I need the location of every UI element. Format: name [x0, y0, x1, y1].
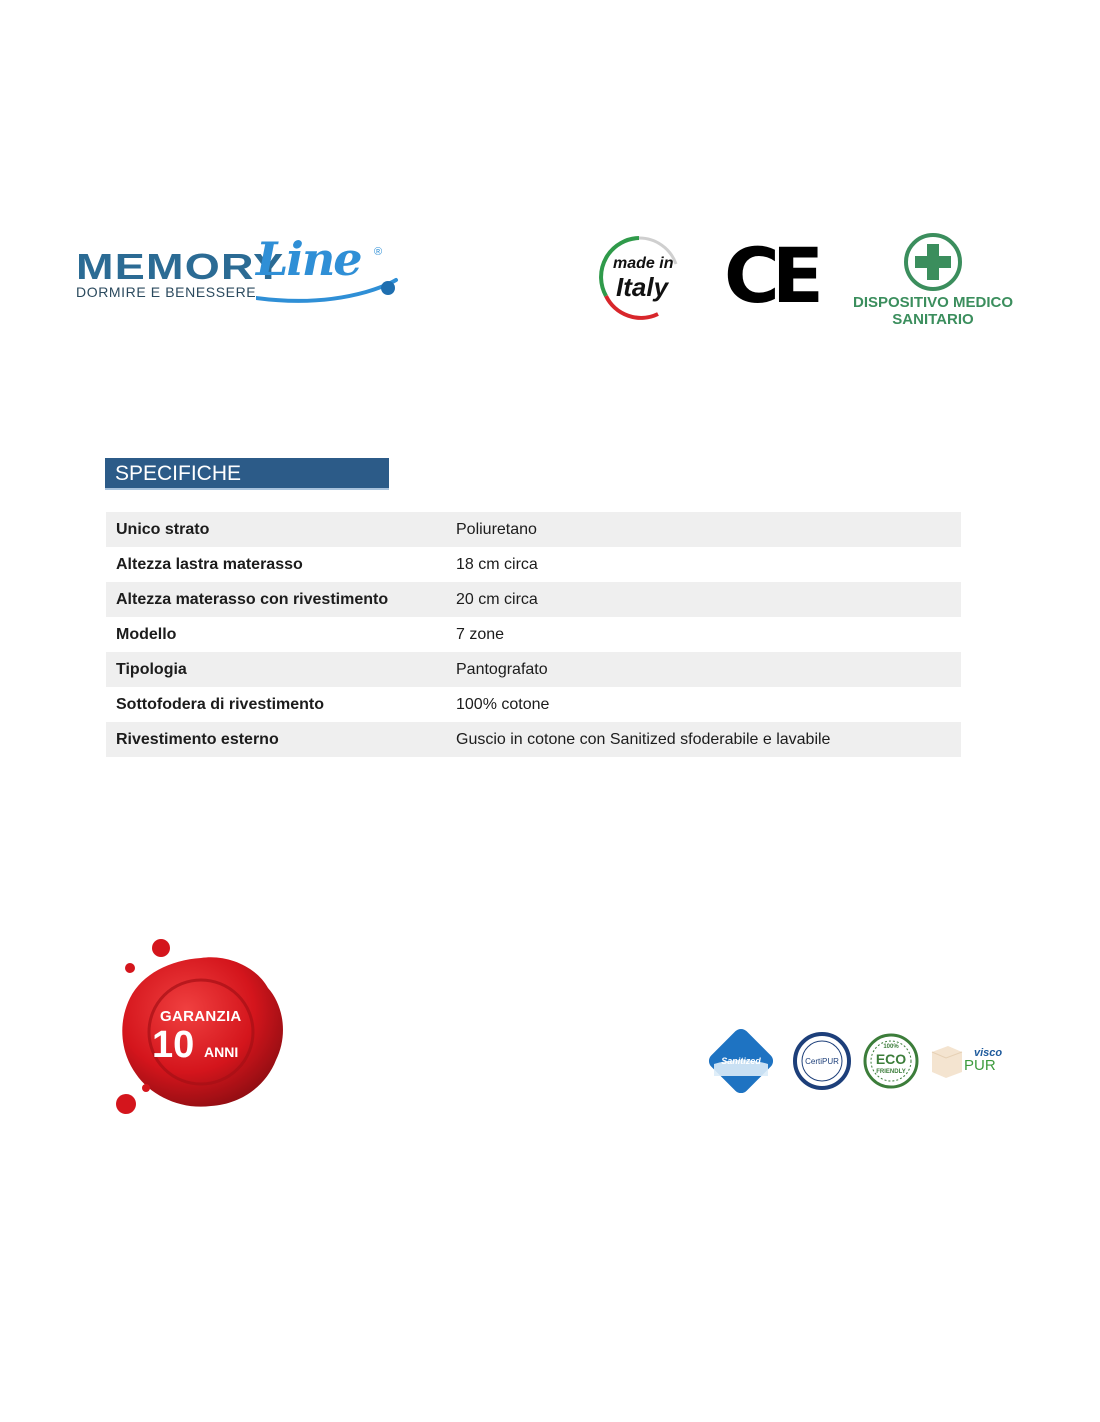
eco-friendly-logo	[865, 1035, 917, 1087]
memoryline-logo	[76, 232, 416, 312]
spec-value: 20 cm circa	[456, 590, 538, 608]
certification-logos	[704, 1026, 1014, 1106]
table-row	[106, 652, 961, 687]
pur-text: PUR	[964, 1057, 996, 1074]
ce-mark-c: C	[724, 231, 780, 320]
table-row	[106, 687, 961, 722]
spec-label: Rivestimento esterno	[116, 730, 279, 748]
brand-tagline: DORMIRE E BENESSERE	[76, 284, 257, 300]
warranty-seal	[106, 936, 296, 1126]
spec-value: Pantografato	[456, 660, 548, 678]
made-in-italy-badge	[596, 234, 682, 320]
spec-value: Guscio in cotone con Sanitized sfoderabile e lavabile	[456, 730, 831, 748]
brand-name-part1: MEMORY	[76, 246, 285, 287]
certification-strip	[704, 1026, 1014, 1106]
ce-mark	[724, 231, 824, 320]
spec-value: 18 cm circa	[456, 555, 538, 573]
friendly-text: FRIENDLY	[876, 1069, 906, 1075]
made-in-text: made in	[613, 255, 674, 272]
warranty-label: GARANZIA	[160, 1008, 242, 1025]
italy-text: Italy	[616, 272, 669, 302]
certipur-logo	[795, 1034, 849, 1088]
eco-percent-text: 100%	[883, 1044, 899, 1050]
spec-label: Sottofodera di rivestimento	[116, 695, 325, 713]
visco-text: visco	[974, 1047, 1003, 1059]
spec-label: Modello	[116, 625, 177, 643]
medical-cross-icon	[902, 232, 964, 294]
italy-ring-icon	[596, 234, 682, 320]
spec-label: Altezza materasso con rivestimento	[116, 590, 389, 608]
spec-label: Tipologia	[116, 660, 187, 678]
ce-mark-e: E	[772, 231, 824, 320]
table-row	[106, 512, 961, 547]
spec-value: 7 zone	[456, 625, 505, 643]
section-title: SPECIFICHE	[105, 458, 389, 490]
sanitized-logo	[706, 1026, 777, 1096]
table-row	[106, 617, 961, 652]
specs-table	[106, 512, 961, 757]
spec-label: Altezza lastra materasso	[116, 555, 303, 573]
certipur-text: CertiPUR	[805, 1057, 839, 1066]
viscopur-logo	[932, 1046, 1002, 1078]
medical-device-line2: SANITARIO	[892, 311, 974, 328]
swoosh-icon	[256, 270, 406, 310]
table-row	[106, 547, 961, 582]
spec-value: Poliuretano	[456, 520, 537, 538]
warranty-unit: ANNI	[204, 1044, 239, 1060]
spec-value: 100% cotone	[456, 695, 550, 713]
table-row	[106, 582, 961, 617]
medical-device-badge	[838, 232, 1028, 332]
table-row	[106, 722, 961, 757]
eco-text: ECO	[875, 1051, 907, 1067]
registered-mark: ®	[374, 246, 383, 258]
wax-seal-icon	[106, 936, 296, 1126]
warranty-years: 10	[152, 1024, 195, 1066]
brand-name-part2: Line	[256, 232, 361, 286]
sanitized-text: Sanitized	[721, 1056, 761, 1066]
medical-device-line1: DISPOSITIVO MEDICO	[852, 294, 1014, 311]
spec-label: Unico strato	[116, 520, 210, 538]
